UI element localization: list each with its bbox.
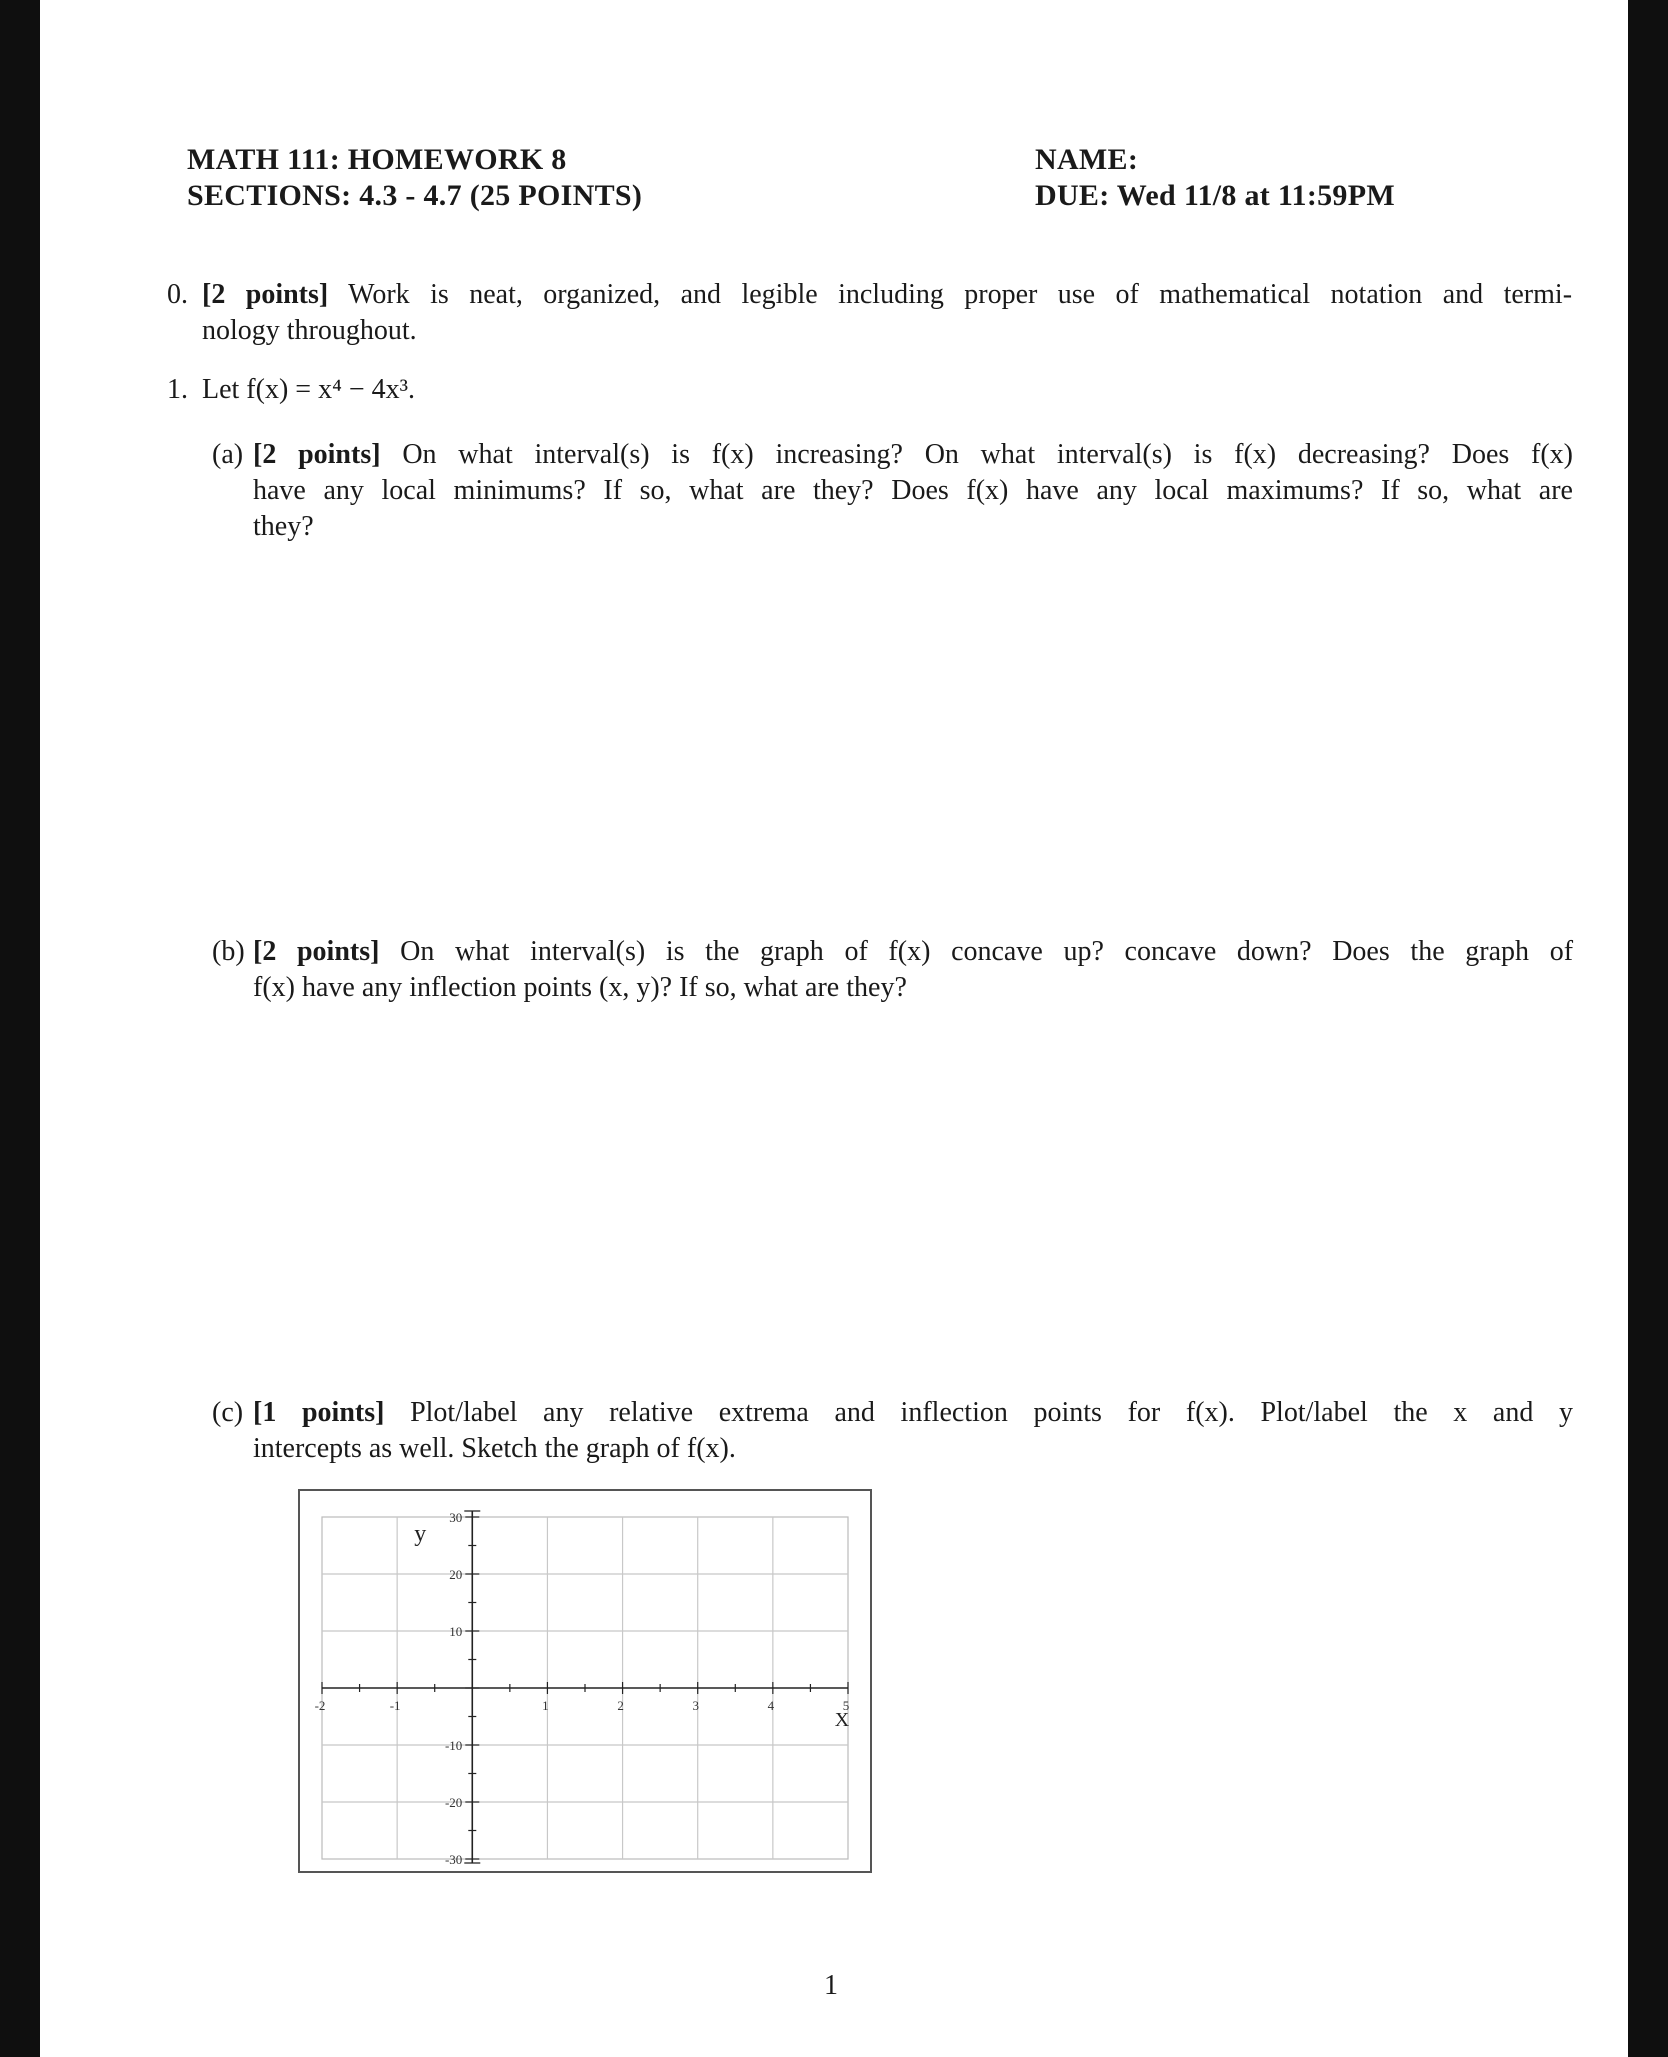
part-c-line-1: [1 points] Plot/label any relative extrema and inflection points for f(x). Plot/label the x and y [253, 1397, 1574, 1428]
part-a-line-3: they? [253, 511, 314, 542]
part-a-label: (a) [212, 439, 244, 470]
part-a-line-1: [2 points] On what interval(s) is f(x) increasing? On what interval(s) is f(x) decreasing? Does f(x) [253, 439, 1574, 470]
sections-line: SECTIONS: 4.3 - 4.7 (25 POINTS) [187, 179, 643, 212]
due-date: DUE: Wed 11/8 at 11:59PM [1035, 179, 1395, 212]
part-b-label: (b) [212, 936, 245, 967]
x-axis-label: X [834, 1709, 850, 1731]
problem-0-line-2: nology throughout. [202, 315, 417, 346]
part-b-line-1: [2 points] On what interval(s) is the graph of f(x) concave up? concave down? Does the graph of [253, 936, 1574, 967]
problem-1-statement: Let f(x) = x⁴ − 4x³. [202, 374, 416, 405]
y-tick-label: -30 [444, 1852, 463, 1867]
problem-1-number: 1. [167, 374, 188, 405]
y-tick-label: 20 [449, 1567, 463, 1582]
y-tick-label: 10 [449, 1624, 463, 1639]
x-tick-label: -2 [314, 1698, 326, 1713]
document-page [40, 0, 1628, 2057]
part-c-label: (c) [212, 1397, 244, 1428]
x-tick-label: 3 [692, 1698, 699, 1713]
y-axis-label: y [414, 1521, 427, 1547]
part-c-line-2: intercepts as well. Sketch the graph of f(x). [253, 1433, 736, 1464]
problem-0-number: 0. [167, 279, 188, 310]
y-tick-label: -10 [444, 1738, 463, 1753]
part-a-points: [2 points] [253, 439, 381, 470]
x-tick-label: 4 [767, 1698, 775, 1713]
part-b-points: [2 points] [253, 936, 380, 967]
name-label: NAME: [1035, 143, 1139, 176]
part-c-points: [1 points] [253, 1397, 385, 1428]
x-tick-label: 2 [617, 1698, 624, 1713]
y-tick-label: -20 [444, 1795, 463, 1810]
x-tick-label: 1 [542, 1698, 549, 1713]
x-tick-label: 5 [842, 1698, 850, 1713]
x-tick-label: -1 [389, 1698, 401, 1713]
problem-0-points: [2 points] [202, 279, 329, 310]
part-a-line-2: have any local minimums? If so, what are they? Does f(x) have any local maximums? If so, what are [253, 475, 1573, 506]
coordinate-grid [300, 1491, 870, 1871]
page-number: 1 [824, 1970, 838, 2001]
part-b-line-2: f(x) have any inflection points (x, y)? If so, what are they? [253, 972, 907, 1003]
header-left [187, 142, 642, 214]
graph-frame [298, 1489, 872, 1873]
y-tick-label: 30 [449, 1510, 463, 1525]
course-title: MATH 111: HOMEWORK 8 [187, 143, 567, 176]
problem-0-line-1: [2 points] Work is neat, organized, and legible including proper use of mathematical notation and termi- [202, 279, 1573, 310]
header-right [1035, 142, 1395, 214]
